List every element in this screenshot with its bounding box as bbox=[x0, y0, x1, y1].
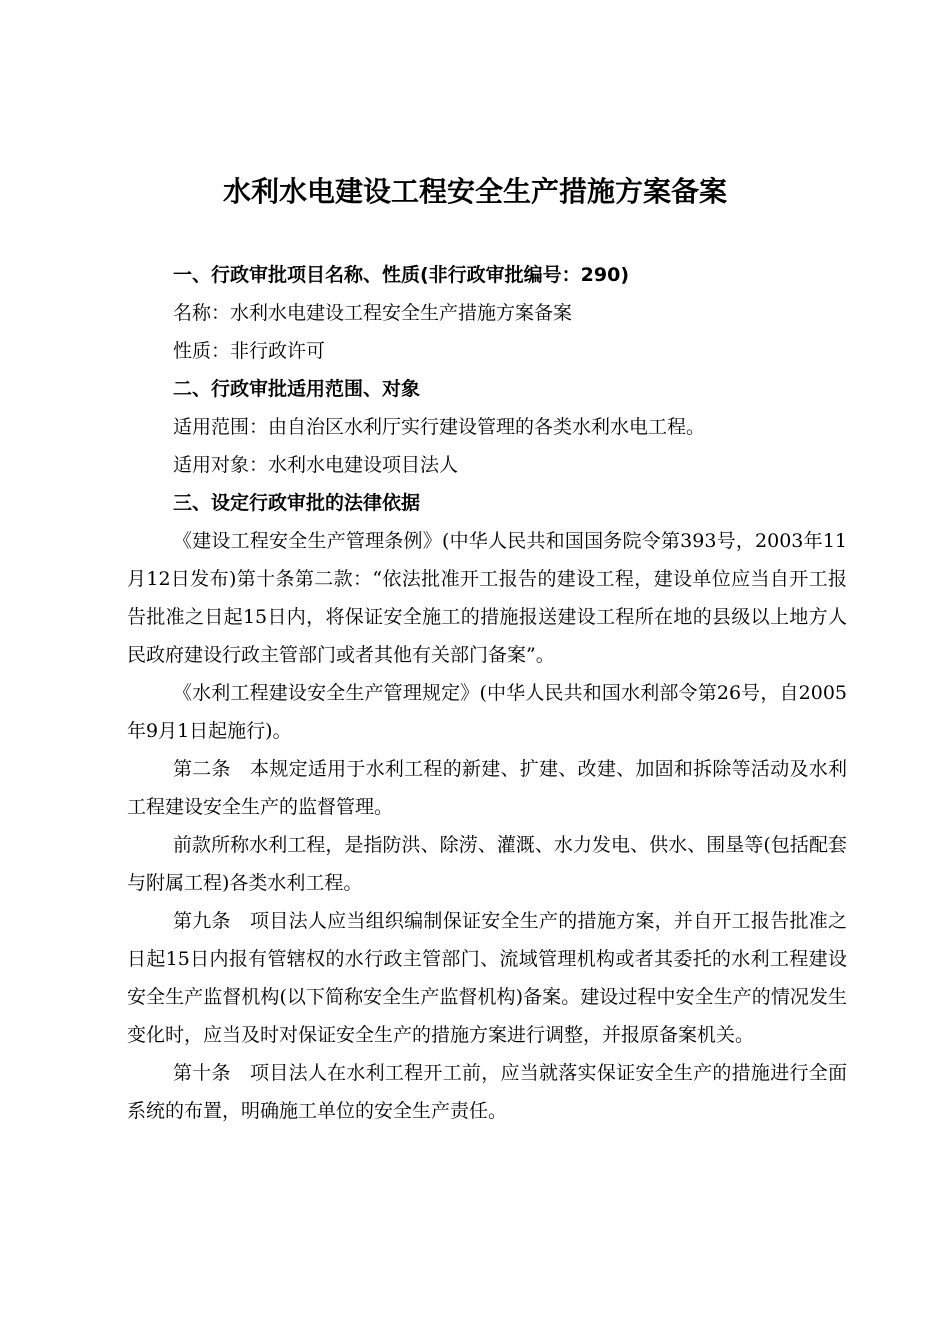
paragraph: 第九条 项目法人应当组织编制保证安全生产的措施方案，并自开工报告批准之日起15日内报有管辖权的水行政主管部门、流域管理机构或者其委托的水利工程建设安全生产监督机构(以下简称安全生产监督机构)备案。建设过程中安全生产的情况发生变化时，应当及时对保证安全生产的措施方案进行调整，并报原备案机关。 bbox=[127, 910, 847, 1046]
scope-line: 适用范围：由自治区水利厅实行建设管理的各类水利水电工程。 bbox=[173, 416, 706, 438]
paragraph: 《建设工程安全生产管理条例》(中华人民共和国国务院令第393号，2003年11月12日发布)第十条第二款：“依法批准开工报告的建设工程，建设单位应当自开工报告批准之日起15日内，将保证安全施工的措施报送建设工程所在地的县级以上地方人民政府建设行政主管部门或者其他有关部门备案”。 bbox=[127, 530, 847, 666]
section-3-heading: 三、设定行政审批的法律依据 bbox=[173, 492, 421, 514]
section-2-heading: 二、行政审批适用范围、对象 bbox=[173, 378, 421, 400]
object-line: 适用对象：水利水电建设项目法人 bbox=[173, 454, 459, 476]
document-title: 水利水电建设工程安全生产措施方案备案 bbox=[222, 175, 727, 208]
document-body bbox=[127, 256, 847, 1130]
paragraph: 《水利工程建设安全生产管理规定》(中华人民共和国水利部令第26号，自2005年9月1日起施行)。 bbox=[127, 682, 847, 742]
paragraph: 第十条 项目法人在水利工程开工前，应当就落实保证安全生产的措施进行全面系统的布置，明确施工单位的安全生产责任。 bbox=[127, 1062, 847, 1122]
name-line: 名称：水利水电建设工程安全生产措施方案备案 bbox=[173, 302, 573, 324]
section-1-heading: 一、行政审批项目名称、性质(非行政审批编号：290) bbox=[173, 264, 630, 286]
paragraph: 第二条 本规定适用于水利工程的新建、扩建、改建、加固和拆除等活动及水利工程建设安全生产的监督管理。 bbox=[127, 758, 847, 818]
nature-line: 性质：非行政许可 bbox=[173, 340, 326, 362]
paragraph: 前款所称水利工程，是指防洪、除涝、灌溉、水力发电、供水、围垦等(包括配套与附属工程)各类水利工程。 bbox=[127, 834, 847, 894]
